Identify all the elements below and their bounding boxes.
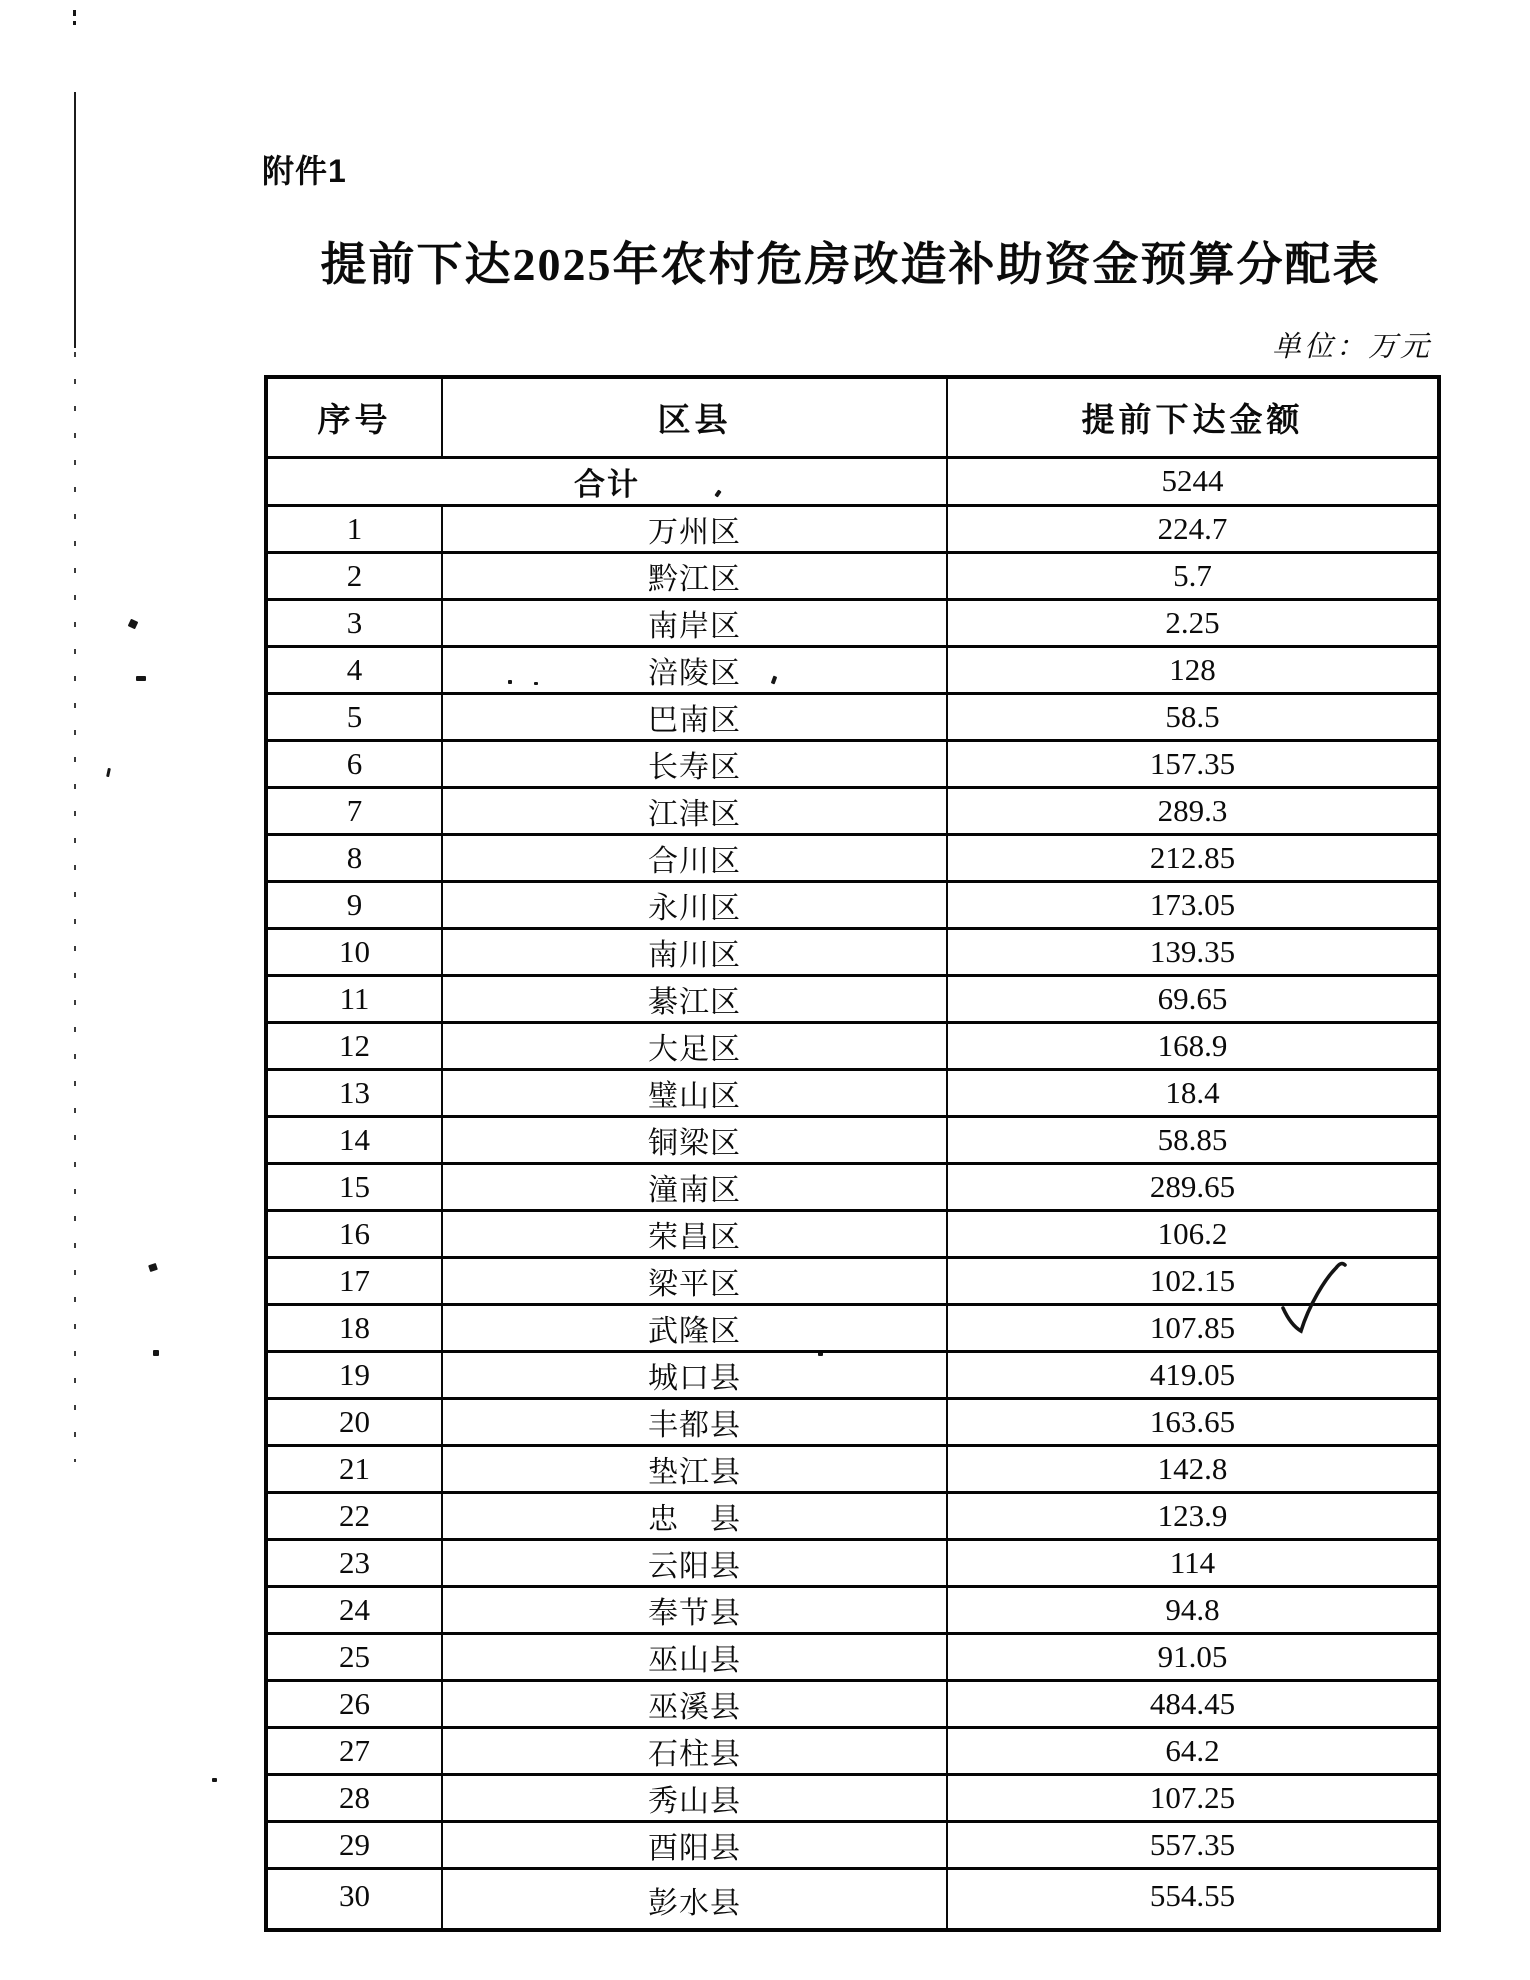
table-row	[266, 693, 1439, 740]
table-row	[266, 505, 1439, 552]
table-row	[266, 552, 1439, 599]
row-index: 23	[266, 1539, 442, 1586]
table-row	[266, 1680, 1439, 1727]
row-district: 南岸区	[442, 599, 947, 646]
table-row	[266, 1398, 1439, 1445]
row-district: 永川区	[442, 881, 947, 928]
total-label: 合计	[266, 457, 947, 505]
scan-speck	[153, 1350, 159, 1356]
table-row	[266, 1633, 1439, 1680]
row-amount: 91.05	[947, 1633, 1439, 1680]
table-row	[266, 1868, 1439, 1930]
row-amount: 107.25	[947, 1774, 1439, 1821]
row-amount: 58.5	[947, 693, 1439, 740]
header-row	[266, 377, 1439, 457]
table-row	[266, 1022, 1439, 1069]
attachment-label: 附件1	[262, 153, 347, 189]
row-district: 巴南区	[442, 693, 947, 740]
scan-speck	[136, 676, 146, 681]
table-row	[266, 1539, 1439, 1586]
row-district: 璧山区	[442, 1069, 947, 1116]
scan-speck	[106, 768, 111, 777]
table-row	[266, 1304, 1439, 1351]
unit-note: 单位：万元	[1271, 331, 1432, 363]
row-district: 铜梁区	[442, 1116, 947, 1163]
row-district: 万州区	[442, 505, 947, 552]
scan-fold-line-dotted	[74, 352, 76, 1462]
row-index: 20	[266, 1398, 442, 1445]
table-row	[266, 1821, 1439, 1868]
row-index: 22	[266, 1492, 442, 1539]
row-district: 涪陵区	[442, 646, 947, 693]
table-row	[266, 1492, 1439, 1539]
row-index: 8	[266, 834, 442, 881]
row-index: 19	[266, 1351, 442, 1398]
header-index: 序号	[266, 377, 442, 457]
row-amount: 128	[947, 646, 1439, 693]
allocation-table	[264, 375, 1441, 1932]
row-index: 2	[266, 552, 442, 599]
row-index: 11	[266, 975, 442, 1022]
row-index: 13	[266, 1069, 442, 1116]
table-row	[266, 1586, 1439, 1633]
table-row	[266, 1774, 1439, 1821]
scan-speck	[73, 10, 76, 16]
row-amount: 69.65	[947, 975, 1439, 1022]
row-index: 29	[266, 1821, 442, 1868]
row-district: 武隆区	[442, 1304, 947, 1351]
row-index: 6	[266, 740, 442, 787]
row-index: 28	[266, 1774, 442, 1821]
row-index: 26	[266, 1680, 442, 1727]
row-district: 江津区	[442, 787, 947, 834]
row-district: 垫江县	[442, 1445, 947, 1492]
row-index: 27	[266, 1727, 442, 1774]
row-district: 丰都县	[442, 1398, 947, 1445]
row-amount: 64.2	[947, 1727, 1439, 1774]
row-index: 12	[266, 1022, 442, 1069]
row-index: 18	[266, 1304, 442, 1351]
table-row	[266, 975, 1439, 1022]
header-amount: 提前下达金额	[947, 377, 1439, 457]
row-district: 忠 县	[442, 1492, 947, 1539]
table-row	[266, 646, 1439, 693]
table-row	[266, 599, 1439, 646]
scan-speck	[73, 21, 76, 25]
scan-speck	[128, 619, 139, 630]
row-amount: 289.3	[947, 787, 1439, 834]
row-district: 彭水县	[442, 1868, 947, 1930]
table-row	[266, 834, 1439, 881]
table-row	[266, 1351, 1439, 1398]
scan-speck	[212, 1778, 217, 1782]
table-row	[266, 1445, 1439, 1492]
table-row	[266, 787, 1439, 834]
row-amount: 139.35	[947, 928, 1439, 975]
row-district: 綦江区	[442, 975, 947, 1022]
row-index: 24	[266, 1586, 442, 1633]
row-amount: 58.85	[947, 1116, 1439, 1163]
row-amount: 107.85	[947, 1304, 1439, 1351]
row-amount: 2.25	[947, 599, 1439, 646]
row-district: 奉节县	[442, 1586, 947, 1633]
row-amount: 163.65	[947, 1398, 1439, 1445]
row-amount: 102.15	[947, 1257, 1439, 1304]
row-district: 石柱县	[442, 1727, 947, 1774]
table-row	[266, 1116, 1439, 1163]
row-amount: 289.65	[947, 1163, 1439, 1210]
row-amount: 123.9	[947, 1492, 1439, 1539]
scan-fold-line	[74, 92, 76, 348]
row-index: 7	[266, 787, 442, 834]
row-district: 合川区	[442, 834, 947, 881]
row-district: 秀山县	[442, 1774, 947, 1821]
row-amount: 173.05	[947, 881, 1439, 928]
row-index: 1	[266, 505, 442, 552]
header-district: 区县	[442, 377, 947, 457]
row-index: 10	[266, 928, 442, 975]
row-district: 南川区	[442, 928, 947, 975]
row-district: 大足区	[442, 1022, 947, 1069]
table-row	[266, 928, 1439, 975]
row-amount: 554.55	[947, 1868, 1439, 1930]
row-index: 25	[266, 1633, 442, 1680]
row-index: 3	[266, 599, 442, 646]
row-amount: 157.35	[947, 740, 1439, 787]
row-district: 云阳县	[442, 1539, 947, 1586]
row-district: 城口县	[442, 1351, 947, 1398]
table-row	[266, 740, 1439, 787]
scan-speck	[148, 1263, 158, 1272]
row-district: 荣昌区	[442, 1210, 947, 1257]
row-amount: 557.35	[947, 1821, 1439, 1868]
row-district: 巫溪县	[442, 1680, 947, 1727]
row-district: 黔江区	[442, 552, 947, 599]
row-amount: 419.05	[947, 1351, 1439, 1398]
row-index: 16	[266, 1210, 442, 1257]
row-amount: 168.9	[947, 1022, 1439, 1069]
row-amount: 114	[947, 1539, 1439, 1586]
row-district: 巫山县	[442, 1633, 947, 1680]
row-district: 酉阳县	[442, 1821, 947, 1868]
row-amount: 18.4	[947, 1069, 1439, 1116]
table-row	[266, 1210, 1439, 1257]
handwritten-checkmark-icon	[1278, 1258, 1350, 1338]
row-index: 30	[266, 1868, 442, 1930]
row-index: 9	[266, 881, 442, 928]
row-index: 14	[266, 1116, 442, 1163]
row-index: 21	[266, 1445, 442, 1492]
table-row	[266, 1257, 1439, 1304]
table-row	[266, 1163, 1439, 1210]
table-row	[266, 881, 1439, 928]
row-amount: 212.85	[947, 834, 1439, 881]
row-index: 15	[266, 1163, 442, 1210]
row-amount: 484.45	[947, 1680, 1439, 1727]
row-amount: 224.7	[947, 505, 1439, 552]
document-title: 提前下达2025年农村危房改造补助资金预算分配表	[320, 239, 1381, 290]
row-index: 17	[266, 1257, 442, 1304]
row-district: 潼南区	[442, 1163, 947, 1210]
table-row	[266, 1727, 1439, 1774]
row-index: 5	[266, 693, 442, 740]
table-row	[266, 1069, 1439, 1116]
row-district: 梁平区	[442, 1257, 947, 1304]
total-row	[266, 457, 1439, 505]
row-index: 4	[266, 646, 442, 693]
row-amount: 5.7	[947, 552, 1439, 599]
total-amount: 5244	[947, 457, 1439, 505]
row-amount: 94.8	[947, 1586, 1439, 1633]
row-district: 长寿区	[442, 740, 947, 787]
row-amount: 106.2	[947, 1210, 1439, 1257]
row-amount: 142.8	[947, 1445, 1439, 1492]
